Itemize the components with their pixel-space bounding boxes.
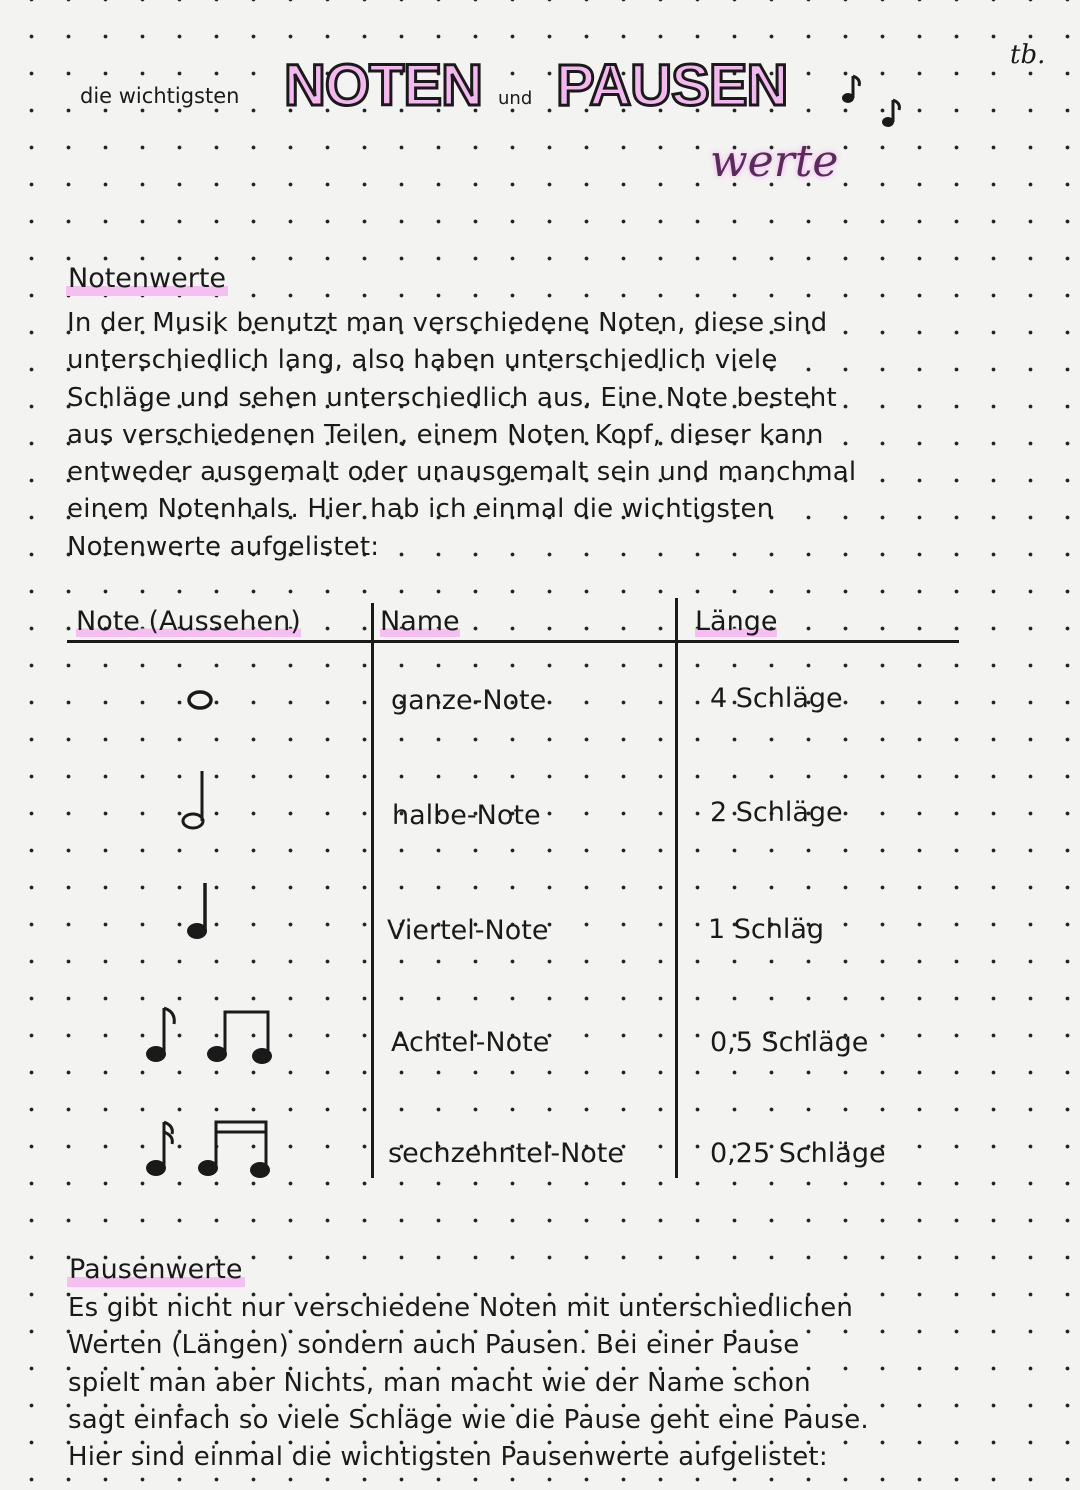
note-name: Achtel-Note — [391, 1027, 550, 1058]
text-line: einem Notenhals. Hier hab ich einmal die wichtigsten — [67, 494, 774, 525]
eighth-note-icon — [140, 1000, 275, 1070]
column-divider — [675, 598, 678, 1178]
title-prefix: die wichtigsten — [80, 84, 240, 108]
notenwerte-heading: Notenwerte — [68, 263, 227, 294]
note-length: 0,25 Schläge — [710, 1138, 886, 1169]
title-werte: werte — [710, 136, 839, 187]
half-note-icon — [178, 765, 218, 835]
title-noten: NOTEN — [284, 53, 482, 118]
whole-note-icon — [180, 685, 220, 715]
text-line: Es gibt nicht nur verschiedene Noten mit unterschiedlichen — [68, 1293, 854, 1323]
note-length: 0,5 Schläge — [710, 1027, 869, 1058]
note-length: 4 Schläge — [710, 683, 843, 714]
col-header-name: Name — [380, 606, 460, 637]
text-line: aus verschiedenen Teilen, einem Noten Kopf, dieser kann — [67, 419, 824, 450]
text-line: Schläge und sehen unterschiedlich aus. Eine Note besteht — [67, 382, 837, 413]
text-line: spielt man aber Nichts, man macht wie der Name schon — [68, 1367, 811, 1398]
note-name: Viertel-Note — [387, 915, 549, 946]
quarter-note-icon — [183, 875, 223, 945]
text-line: Werten (Längen) sondern auch Pausen. Bei einer Pause — [68, 1330, 800, 1361]
signature: tb. — [1010, 40, 1046, 70]
note-name: ganze-Note — [391, 685, 547, 716]
pausenwerte-heading: Pausenwerte — [69, 1254, 243, 1285]
note-name: halbe-Note — [392, 800, 541, 831]
text-line: unterschiedlich lang, also haben unterschiedlich viele — [67, 345, 778, 376]
column-divider — [371, 603, 374, 1178]
title-pausen: PAUSEN — [556, 53, 788, 118]
note-length: 1 Schläg — [708, 914, 825, 945]
text-line: In der Musik benutzt man verschiedene Noten, diese sind — [67, 308, 828, 338]
col-header-length: Länge — [695, 606, 778, 637]
notenwerte-paragraph — [67, 305, 1037, 566]
text-line: sagt einfach so viele Schläge wie die Pause geht eine Pause. — [68, 1404, 869, 1435]
music-notes-icon — [836, 70, 916, 140]
title-und: und — [498, 88, 533, 109]
note-length: 2 Schläge — [710, 797, 843, 828]
note-name: sechzehntel-Note — [388, 1138, 624, 1169]
header-divider — [67, 640, 959, 643]
text-line: Hier sind einmal die wichtigsten Pausenwerte aufgelistet: — [68, 1442, 828, 1473]
sixteenth-note-icon — [140, 1112, 275, 1182]
col-header-note: Note (Aussehen) — [76, 606, 301, 637]
pausenwerte-paragraph — [68, 1290, 1068, 1476]
text-line: entweder ausgemalt oder unausgemalt sein und manchmal — [67, 457, 857, 488]
text-line: Notenwerte aufgelistet: — [67, 531, 380, 562]
